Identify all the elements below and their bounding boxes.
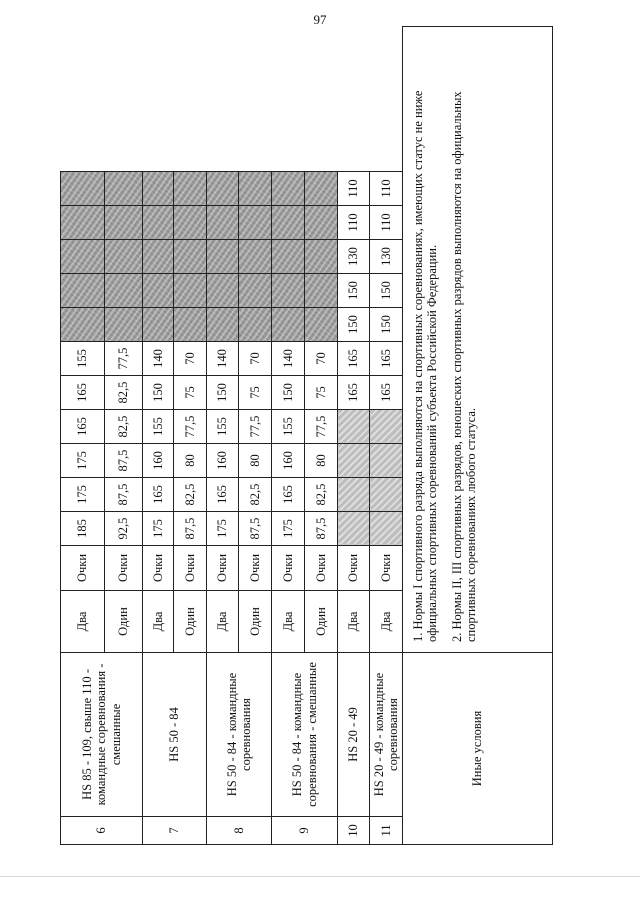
- table-row: [338, 27, 370, 845]
- norm-value: 150: [207, 376, 239, 410]
- eye-count: Один: [174, 591, 207, 653]
- norm-value: 130: [338, 240, 370, 274]
- norm-value: 75: [239, 376, 272, 410]
- norm-value: 165: [338, 376, 370, 410]
- norm-value: 82,5: [305, 478, 338, 512]
- rotated-table-container: [60, 55, 550, 845]
- norm-value: [105, 240, 143, 274]
- norm-value: [207, 308, 239, 342]
- norm-value: [174, 274, 207, 308]
- discipline-name: HS 20 - 49: [338, 653, 370, 817]
- norm-value: 110: [370, 206, 403, 240]
- norm-value: [207, 240, 239, 274]
- norm-value: [174, 172, 207, 206]
- norm-value: 75: [174, 376, 207, 410]
- norm-value: [338, 478, 370, 512]
- norm-value: [239, 206, 272, 240]
- norm-value: [338, 512, 370, 546]
- norm-value: [61, 240, 105, 274]
- eye-count: Один: [239, 591, 272, 653]
- eye-count: Два: [143, 591, 174, 653]
- norm-value: 165: [272, 478, 305, 512]
- norm-value: [174, 308, 207, 342]
- norm-value: 110: [338, 172, 370, 206]
- norm-value: [61, 206, 105, 240]
- table-row: [207, 27, 239, 845]
- norm-value: [143, 172, 174, 206]
- norm-value: [174, 240, 207, 274]
- norm-value: 80: [305, 444, 338, 478]
- discipline-name: HS 50 - 84 - командные соревнования - смешанные: [272, 653, 338, 817]
- table-body: [61, 27, 553, 845]
- eye-count: Два: [272, 591, 305, 653]
- norm-value: 77,5: [174, 410, 207, 444]
- norm-value: [207, 274, 239, 308]
- norm-value: [272, 240, 305, 274]
- row-number: 10: [338, 817, 370, 845]
- norm-value: 155: [143, 410, 174, 444]
- norm-value: [305, 240, 338, 274]
- norm-value: [370, 410, 403, 444]
- row-number: 6: [61, 817, 143, 845]
- norm-value: [272, 172, 305, 206]
- measure-type: Очки: [305, 546, 338, 591]
- measure-type: Очки: [143, 546, 174, 591]
- norm-value: 75: [305, 376, 338, 410]
- conditions-row: [403, 27, 553, 845]
- discipline-name: HS 50 - 84: [143, 653, 207, 817]
- norm-value: 175: [272, 512, 305, 546]
- norm-value: 175: [143, 512, 174, 546]
- norm-value: [207, 206, 239, 240]
- norm-value: 110: [370, 172, 403, 206]
- norm-value: 140: [143, 342, 174, 376]
- eye-count: Два: [370, 591, 403, 653]
- norm-value: [370, 478, 403, 512]
- norm-value: [305, 274, 338, 308]
- page-number: 97: [313, 12, 327, 27]
- norm-value: 160: [272, 444, 305, 478]
- norm-value: 165: [207, 478, 239, 512]
- norm-value: [272, 206, 305, 240]
- norm-value: [143, 274, 174, 308]
- norm-value: 155: [207, 410, 239, 444]
- norm-value: [105, 206, 143, 240]
- norm-value: 130: [370, 240, 403, 274]
- norm-value: 140: [207, 342, 239, 376]
- eye-count: Один: [105, 591, 143, 653]
- norm-value: 165: [370, 342, 403, 376]
- condition-note-2: 2. Нормы II, III спортивных разрядов, юношеских спортивных разрядов выполняются на официальных спортивных соревнованиях любого статуса.: [449, 91, 479, 642]
- norms-table: [60, 26, 553, 845]
- norm-value: [239, 240, 272, 274]
- norm-value: 70: [174, 342, 207, 376]
- norm-value: [370, 512, 403, 546]
- norm-value: 160: [207, 444, 239, 478]
- norm-value: 165: [338, 342, 370, 376]
- norm-value: 165: [61, 410, 105, 444]
- conditions-label: Иные условия: [403, 653, 553, 845]
- norm-value: 165: [143, 478, 174, 512]
- norm-value: [207, 172, 239, 206]
- condition-note-1: 1. Нормы I спортивного разряда выполняются на спортивных соревнованиях, имеющих статус не ниже официальных спортивных соревнований субъекта Российской Федерации.: [411, 90, 440, 642]
- norm-value: [143, 206, 174, 240]
- norm-value: 80: [239, 444, 272, 478]
- norm-value: 185: [61, 512, 105, 546]
- measure-type: Очки: [174, 546, 207, 591]
- norm-value: [370, 444, 403, 478]
- norm-value: 155: [272, 410, 305, 444]
- norm-value: [338, 410, 370, 444]
- norm-value: [305, 308, 338, 342]
- eye-count: Один: [305, 591, 338, 653]
- norm-value: [105, 308, 143, 342]
- norm-value: 175: [207, 512, 239, 546]
- norm-value: [272, 274, 305, 308]
- norm-value: [105, 172, 143, 206]
- norm-value: 77,5: [239, 410, 272, 444]
- norm-value: 70: [305, 342, 338, 376]
- norm-value: [61, 172, 105, 206]
- norm-value: 150: [338, 308, 370, 342]
- norm-value: 92,5: [105, 512, 143, 546]
- norm-value: 175: [61, 478, 105, 512]
- norm-value: 77,5: [305, 410, 338, 444]
- measure-type: Очки: [61, 546, 105, 591]
- norm-value: [239, 172, 272, 206]
- norm-value: 150: [370, 274, 403, 308]
- row-number: 11: [370, 817, 403, 845]
- norm-value: [305, 172, 338, 206]
- norm-value: 160: [143, 444, 174, 478]
- norm-value: 165: [61, 376, 105, 410]
- row-number: 8: [207, 817, 272, 845]
- norm-value: [239, 308, 272, 342]
- norm-value: 82,5: [239, 478, 272, 512]
- norm-value: 140: [272, 342, 305, 376]
- norm-value: [143, 240, 174, 274]
- norm-value: [143, 308, 174, 342]
- norm-value: 82,5: [174, 478, 207, 512]
- norm-value: [338, 444, 370, 478]
- norm-value: 150: [272, 376, 305, 410]
- norm-value: [105, 274, 143, 308]
- norm-value: [174, 206, 207, 240]
- measure-type: Очки: [105, 546, 143, 591]
- norm-value: 87,5: [239, 512, 272, 546]
- norm-value: 82,5: [105, 410, 143, 444]
- eye-count: Два: [207, 591, 239, 653]
- measure-type: Очки: [338, 546, 370, 591]
- discipline-name: HS 50 - 84 - командные соревнования: [207, 653, 272, 817]
- table-row: [370, 27, 403, 845]
- table-row: [272, 27, 305, 845]
- norm-value: 155: [61, 342, 105, 376]
- norm-value: 150: [143, 376, 174, 410]
- norm-value: 150: [370, 308, 403, 342]
- measure-type: Очки: [272, 546, 305, 591]
- norm-value: 87,5: [174, 512, 207, 546]
- eye-count: Два: [338, 591, 370, 653]
- row-number: 9: [272, 817, 338, 845]
- norm-value: 87,5: [105, 478, 143, 512]
- eye-count: Два: [61, 591, 105, 653]
- norm-value: 150: [338, 274, 370, 308]
- norm-value: 77,5: [105, 342, 143, 376]
- conditions-text: [403, 27, 553, 653]
- norm-value: 80: [174, 444, 207, 478]
- scan-edge-line: [0, 876, 640, 877]
- measure-type: Очки: [370, 546, 403, 591]
- norm-value: 175: [61, 444, 105, 478]
- row-number: 7: [143, 817, 207, 845]
- measure-type: Очки: [207, 546, 239, 591]
- norm-value: [272, 308, 305, 342]
- discipline-name: HS 20 - 49 - командные соревнования: [370, 653, 403, 817]
- norm-value: [61, 308, 105, 342]
- norm-value: [239, 274, 272, 308]
- norm-value: [61, 274, 105, 308]
- norm-value: 82,5: [105, 376, 143, 410]
- table-row: [143, 27, 174, 845]
- norm-value: [305, 206, 338, 240]
- norm-value: 165: [370, 376, 403, 410]
- norm-value: 87,5: [305, 512, 338, 546]
- norm-value: 70: [239, 342, 272, 376]
- table-row: [61, 27, 105, 845]
- norm-value: 110: [338, 206, 370, 240]
- measure-type: Очки: [239, 546, 272, 591]
- discipline-name: HS 85 - 109, свыше 110 - командные соревнования - смешанные: [61, 653, 143, 817]
- norm-value: 87,5: [105, 444, 143, 478]
